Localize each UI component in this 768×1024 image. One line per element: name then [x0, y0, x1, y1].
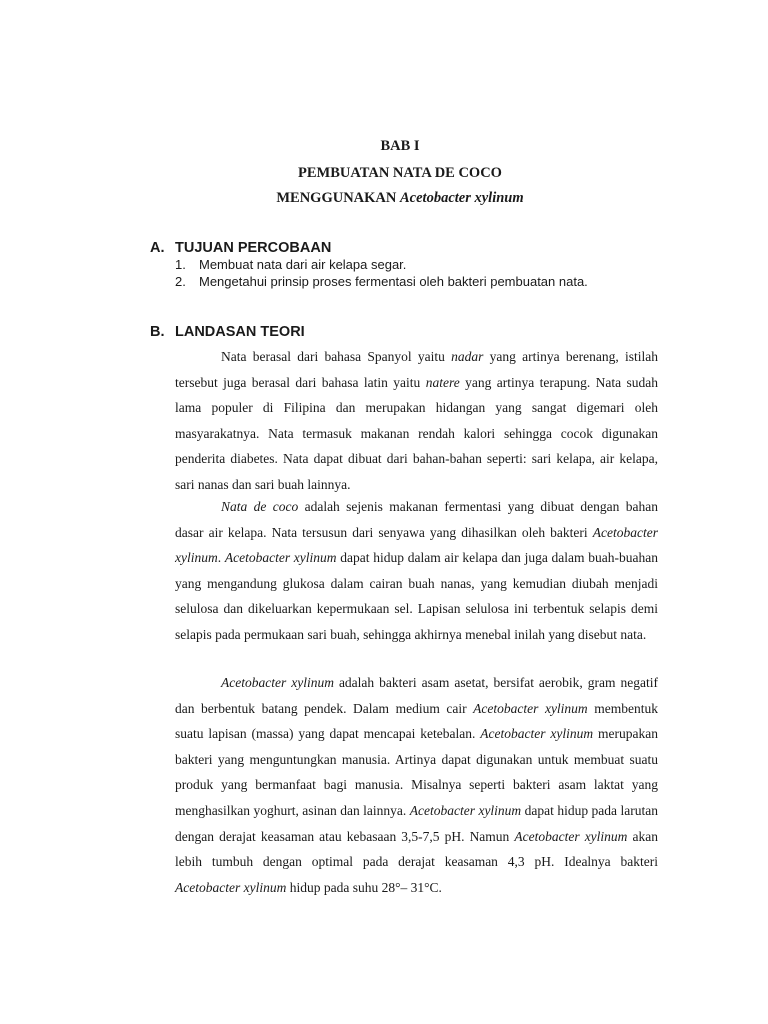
italic-term: Acetobacter xylinum	[409, 802, 522, 818]
paragraph	[175, 494, 658, 648]
subtitle-species: Acetobacter xylinum	[400, 190, 524, 206]
italic-term: natere	[425, 374, 460, 390]
list-item-text: Membuat nata dari air kelapa segar.	[199, 257, 407, 272]
italic-term: Acetobacter xylinum	[175, 524, 658, 566]
list-item-number: 2.	[175, 274, 186, 289]
paragraph-text: hidup pada suhu 28°– 31°C.	[286, 879, 442, 895]
section-b-letter: B.	[150, 324, 165, 340]
paragraph-text: .	[217, 550, 225, 566]
chapter-number: BAB I	[380, 138, 420, 154]
paragraph-text: yang artinya terapung. Nata sudah lama populer di Filipina dan merupakan hidangan yang sangat digemari oleh masyarakatnya. Nata termasuk makanan rendah kalori sehingga cocok digunakan penderita diabetes. Nata dapat dibuat dari bahan-bahan seperti: sari kelapa, air kelapa, sari nanas dan sari buah lainnya.	[175, 374, 658, 492]
subtitle-prefix: MENGGUNAKAN	[276, 190, 400, 206]
list-item	[175, 257, 406, 273]
italic-term: Acetobacter xylinum	[473, 700, 588, 716]
paragraph-text: dapat hidup pada larutan dengan derajat keasaman atau kebasaan 3,5-7,5 pH. Namun	[175, 802, 658, 844]
list-item-number: 1.	[175, 257, 186, 272]
paragraph-text: adalah bakteri asam asetat, bersifat aerobik, gram negatif dan berbentuk batang pendek. Dalam medium cair	[175, 675, 658, 716]
chapter-title: PEMBUATAN NATA DE COCO	[298, 165, 502, 181]
paragraph-text: merupakan bakteri yang menguntungkan manusia. Artinya dapat digunakan untuk membuat suatu produk yang bermanfaat bagi manusia. Misalnya seperti bakteri asam laktat yang menghasilkan yoghurt, asinan dan lainnya.	[175, 726, 658, 818]
paragraph-text: membentuk suatu lapisan (massa) yang dapat mencapai ketebalan.	[175, 700, 658, 742]
paragraph-text: akan lebih tumbuh dengan optimal pada derajat keasaman 4,3 pH. Idealnya bakteri	[175, 828, 659, 870]
chapter-subtitle	[0, 189, 768, 207]
paragraph-text: Nata berasal dari bahasa Spanyol yaitu	[221, 349, 452, 364]
section-a-heading: TUJUAN PERCOBAAN	[175, 240, 332, 256]
paragraph	[175, 344, 658, 498]
italic-term: Acetobacter xylinum	[221, 675, 334, 690]
list-item-text: Mengetahui prinsip proses fermentasi oleh bakteri pembuatan nata.	[199, 274, 588, 289]
italic-term: Acetobacter xylinum	[480, 726, 594, 742]
section-a-letter: A.	[150, 240, 165, 256]
paragraph-text: yang artinya berenang, istilah tersebut juga berasal dari bahasa latin yaitu	[175, 349, 658, 390]
list-item	[175, 274, 588, 290]
paragraph	[175, 670, 658, 900]
italic-term: Acetobacter xylinum	[224, 550, 337, 566]
italic-term: nadar	[451, 349, 484, 364]
paragraph-text: dapat hidup dalam air kelapa dan juga dalam buah-buahan yang mengandung glukosa dalam cairan buah nanas, yang kemudian diubah menjadi selulosa dan dikeluarkan kepermukaan sel. Lapisan selulosa ini terbentuk selapis demi selapis pada permukaan sari buah, sehingga akhirnya menebal inilah yang disebut nata.	[175, 550, 658, 642]
italic-term: Acetobacter xylinum	[175, 879, 287, 895]
italic-term: Acetobacter xylinum	[514, 828, 628, 844]
section-b-heading: LANDASAN TEORI	[175, 324, 305, 340]
paragraph-text: adalah sejenis makanan fermentasi yang dibuat dengan bahan dasar air kelapa. Nata tersusun dari senyawa yang dihasilkan oleh bakteri	[175, 499, 659, 540]
italic-term: Nata de coco	[221, 499, 299, 514]
